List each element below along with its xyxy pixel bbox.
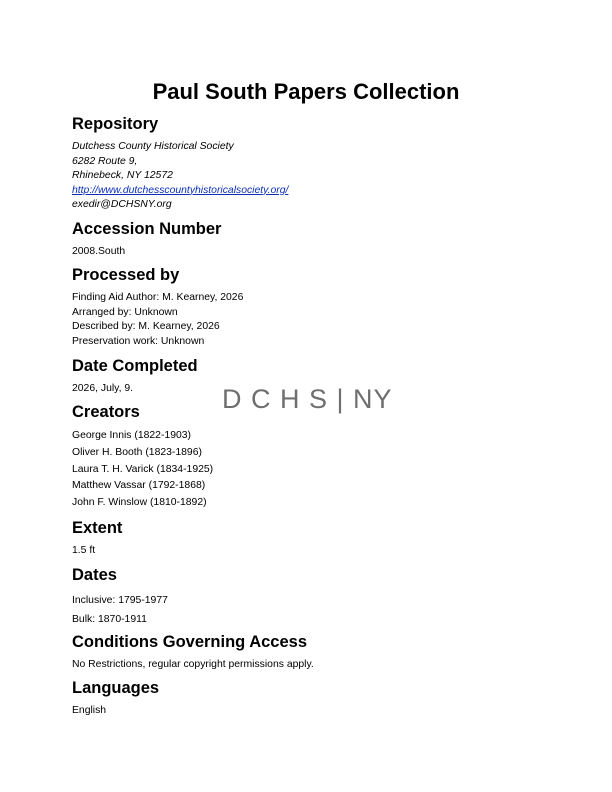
creator-item: Laura T. H. Varick (1834-1925) xyxy=(72,463,214,475)
repository-city: Rhinebeck, NY 12572 xyxy=(72,170,173,182)
processed-section xyxy=(72,265,542,349)
processed-line: Described by: M. Kearney, 2026 xyxy=(72,321,220,333)
languages-section xyxy=(72,678,542,719)
processed-line: Preservation work: Unknown xyxy=(72,335,205,347)
creator-item: John F. Winslow (1810-1892) xyxy=(72,497,207,509)
processed-line: Arranged by: Unknown xyxy=(72,306,178,318)
access-value: No Restrictions, regular copyright permissions apply. xyxy=(72,659,314,670)
dates-heading: Dates xyxy=(72,566,117,584)
languages-heading: Languages xyxy=(72,679,160,697)
languages-value: English xyxy=(72,705,107,716)
date-completed-heading: Date Completed xyxy=(72,357,198,375)
processed-line: Finding Aid Author: M. Kearney, 2026 xyxy=(72,292,244,303)
dchs-watermark: D C H S | NY xyxy=(222,384,393,414)
accession-value: 2008.South xyxy=(72,246,126,257)
creators-heading: Creators xyxy=(72,403,140,421)
repository-section xyxy=(72,114,542,213)
document-title: Paul South Papers Collection xyxy=(152,79,460,104)
accession-section xyxy=(72,219,542,260)
dates-inclusive: Inclusive: 1795-1977 xyxy=(72,595,168,606)
date-completed-value: 2026, July, 9. xyxy=(72,383,134,394)
accession-heading: Accession Number xyxy=(72,220,222,238)
repository-email: exedir@DCHSNY.org xyxy=(72,199,172,211)
repository-url-link[interactable]: http://www.dutchesscountyhistoricalsociety.org/ xyxy=(72,184,289,196)
access-heading: Conditions Governing Access xyxy=(72,633,308,651)
repository-heading: Repository xyxy=(72,115,159,133)
repository-name: Dutchess County Historical Society xyxy=(72,141,234,152)
processed-heading: Processed by xyxy=(72,266,180,284)
extent-section xyxy=(72,518,542,559)
extent-value: 1.5 ft xyxy=(72,545,96,556)
creator-item: Oliver H. Booth (1823-1896) xyxy=(72,446,202,458)
creator-item: George Innis (1822-1903) xyxy=(72,430,191,441)
access-section xyxy=(72,632,542,673)
repository-street: 6282 Route 9, xyxy=(72,155,138,167)
dates-section xyxy=(72,565,542,629)
dates-bulk: Bulk: 1870-1911 xyxy=(72,614,147,625)
extent-heading: Extent xyxy=(72,519,123,537)
creators-section xyxy=(72,402,542,512)
creator-item: Matthew Vassar (1792-1868) xyxy=(72,480,206,492)
